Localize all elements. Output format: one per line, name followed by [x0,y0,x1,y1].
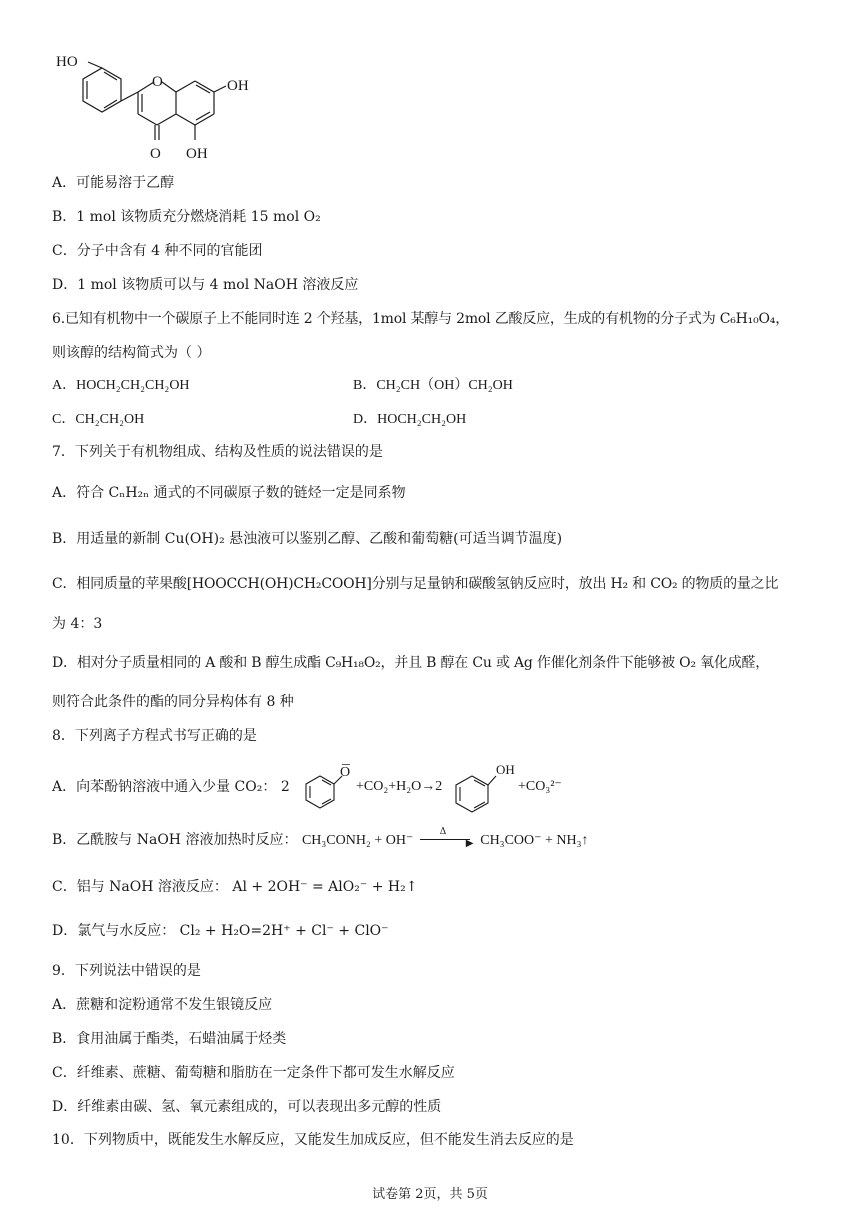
q6-option-c: C．CH₂CH₂OH [52,412,145,427]
heat-symbol: Δ [439,827,447,837]
ring-oxygen-label: O [152,74,163,90]
q8-stem: 8．下列离子方程式书写正确的是 [52,728,257,744]
flavone-structure [50,48,270,166]
q8-option-a-end: +CO₃²⁻ [518,779,562,794]
phenol-oh-label: OH [496,762,515,777]
page-footer: 试卷第 2页，共 5页 [372,1187,488,1202]
q8-heat-arrow: Δ ▶ [418,833,476,847]
q7-option-d-line2: 则符合此条件的酯的同分异构体有 8 种 [52,694,294,710]
phenoxide-o-label: O [340,765,351,780]
phenol-structure [446,760,520,814]
carbonyl-oxygen-label: O [150,146,161,162]
q6-option-d: D．HOCH₂CH₂OH [353,412,467,427]
oh-bottom-label: OH [186,146,208,162]
q8-option-b [52,827,589,850]
q7-option-c-line2: 为 4：3 [52,616,103,632]
q7-option-b: B．用适量的新制 Cu(OH)₂ 悬浊液可以鉴别乙醇、乙酸和葡萄糖(可适当调节温度) [52,531,563,547]
q9-option-b: B．食用油属于酯类，石蜡油属于烃类 [52,1031,287,1047]
q10-stem: 10．下列物质中，既能发生水解反应，又能发生加成反应，但不能发生消去反应的是 [52,1132,574,1148]
q8-option-c: C．铝与 NaOH 溶液反应： Al + 2OH⁻ = AlO₂⁻ + H₂↑ [52,879,418,895]
ho-label: HO [56,54,78,70]
q6-option-a: A．HOCH₂CH₂CH₂OH [52,378,190,393]
q6-option-b: B．CH₂CH（OH）CH₂OH [353,378,513,393]
q8-option-b-left: CH₃CONH₂ + OH⁻ [301,833,414,848]
q7-option-c-line1: C．相同质量的苹果酸[HOOCCH(OH)CH₂COOH]分别与足量钠和碳酸氢钠反应时，放出 H₂ 和 CO₂ 的物质的量之比 [52,576,779,592]
phenoxide-structure [298,764,358,814]
oh-right-label: OH [227,78,249,94]
q7-stem: 7．下列关于有机物组成、结构及性质的说法错误的是 [52,444,383,460]
q8-option-a-coefficient: 2 [280,779,290,795]
q6-stem-line1: 6.已知有机物中一个碳原子上不能同时连 2 个羟基，1mol 某醇与 2mol 乙酸反应，生成的有机物的分子式为 C₆H₁₀O₄， [52,311,789,327]
q5-option-d: D．1 mol 该物质可以与 4 mol NaOH 溶液反应 [52,277,359,293]
q5-option-a: A．可能易溶于乙醇 [52,175,175,191]
q9-option-d: D．纤维素由碳、氢、氧元素组成的，可以表现出多元醇的性质 [52,1099,442,1115]
q5-option-b: B．1 mol 该物质充分燃烧消耗 15 mol O₂ [52,209,321,225]
q7-option-d-line1: D．相对分子质量相同的 A 酸和 B 醇生成酯 C₉H₁₈O₂，并且 B 醇在 Cu 或 Ag 作催化剂条件下能够被 O₂ 氧化成醛， [52,655,770,671]
q7-option-a: A．符合 CₙH₂ₙ 通式的不同碳原子数的链烃一定是同系物 [52,485,406,501]
q9-option-c: C．纤维素、蔗糖、葡萄糖和脂肪在一定条件下都可发生水解反应 [52,1065,455,1081]
q8-option-a-prefix: A．向苯酚钠溶液中通入少量 CO₂： [52,779,277,795]
q9-stem: 9．下列说法中错误的是 [52,963,201,979]
q8-option-b-prefix: B．乙酰胺与 NaOH 溶液加热时反应： [52,832,298,848]
q8-option-d: D．氯气与水反应： Cl₂ + H₂O=2H⁺ + Cl⁻ + ClO⁻ [52,923,389,939]
q8-option-a [52,778,290,796]
q8-option-b-right: CH₃COO⁻ + NH₃↑ [480,833,589,848]
q5-option-c: C．分子中含有 4 种不同的官能团 [52,243,263,259]
q8-option-a-middle: +CO₂+H₂O→2 [356,779,443,794]
q6-stem-line2: 则该醇的结构简式为（ ） [52,345,211,361]
q9-option-a: A．蔗糖和淀粉通常不发生银镜反应 [52,997,273,1013]
